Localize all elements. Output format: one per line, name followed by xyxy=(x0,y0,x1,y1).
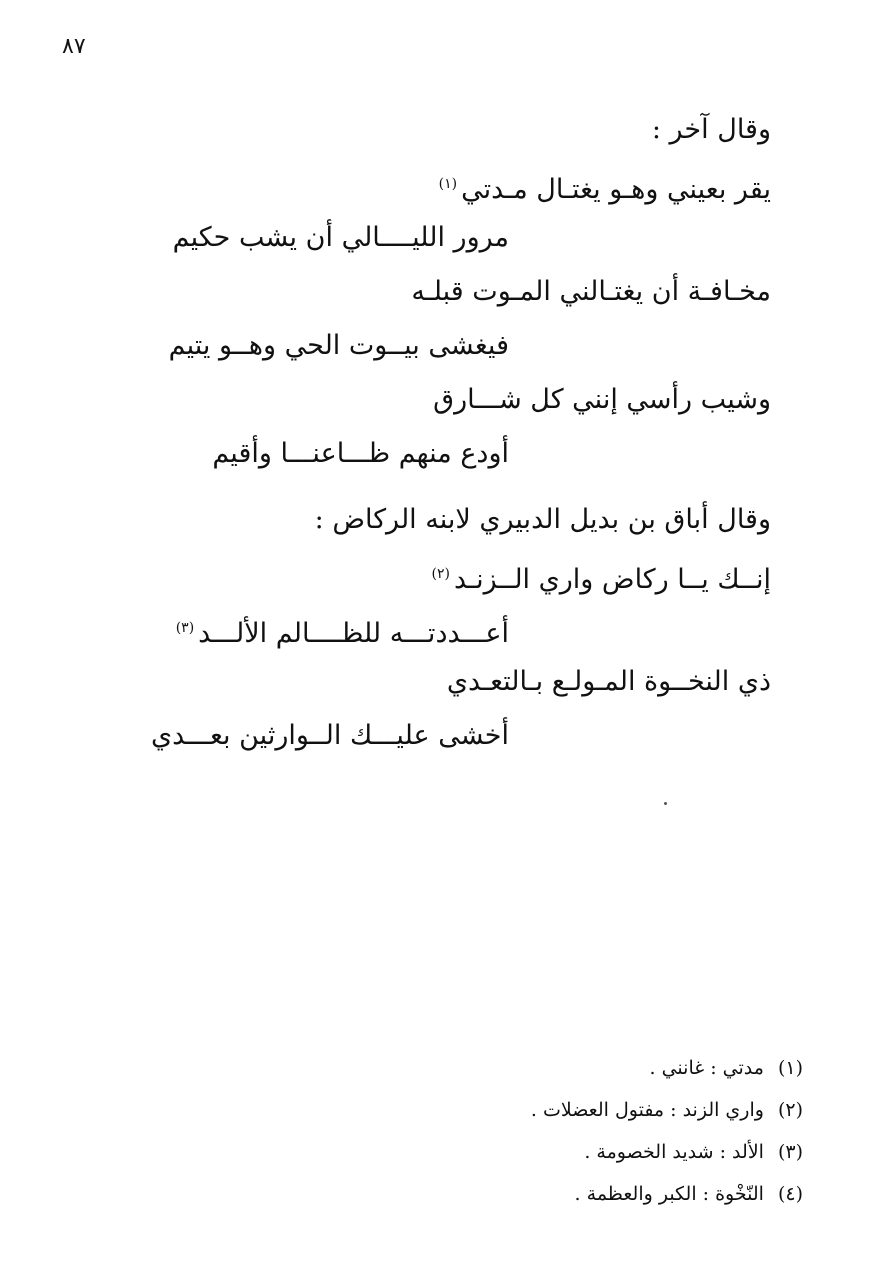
footnote-ref: (٣) xyxy=(175,620,195,636)
verse-line: ذي النخــوة المـولـع بـالتعـدي xyxy=(446,666,771,697)
footnote-text: النّخْوة : الكبر والعظمة . xyxy=(574,1183,764,1205)
footnote-text: مدتي : غانني . xyxy=(649,1057,764,1079)
footnote-number: (٢) xyxy=(777,1099,803,1121)
page-number: ٨٧ xyxy=(62,34,86,59)
verse-line xyxy=(432,556,771,598)
verse-line: مرور الليــــالي أن يشب حكيم xyxy=(172,222,509,253)
verse-line: فيغشى بيــوت الحي وهــو يتيم xyxy=(168,330,509,361)
section2-intro: وقال أباق بن بديل الدبيري لابنه الركاض : xyxy=(314,504,771,535)
verse-line xyxy=(439,166,771,208)
verse-text: أعـــددتـــه للظــــالم الألـــد xyxy=(198,618,509,649)
footnote-text: الألد : شديد الخصومة . xyxy=(584,1141,764,1163)
footnote-ref: (٢) xyxy=(431,566,450,582)
verse-line xyxy=(176,610,509,652)
scan-speck xyxy=(664,802,667,805)
footnote-number: (١) xyxy=(777,1057,803,1079)
footnote xyxy=(650,1054,803,1082)
verse-text: إنــك يــا ركاض واري الــزنـد xyxy=(454,564,771,595)
footnote-number: (٤) xyxy=(777,1183,803,1205)
footnote-number: (٣) xyxy=(777,1141,803,1163)
footnote xyxy=(584,1138,803,1166)
verse-text: يقر بعيني وهـو يغتـال مـدتي xyxy=(461,174,771,205)
section1-intro: وقال آخر : xyxy=(651,114,771,145)
verse-line: مخـافـة أن يغتـالني المـوت قبلـه xyxy=(411,276,771,307)
verse-line: وشيب رأسي إنني كل شـــارق xyxy=(433,384,771,415)
verse-line: أخشى عليـــك الــوارثين بعـــدي xyxy=(150,720,509,751)
footnote xyxy=(575,1180,803,1208)
footnote xyxy=(531,1096,803,1124)
footnote-text: واري الزند : مفتول العضلات . xyxy=(530,1099,764,1121)
verse-line: أودع منهم ظـــاعنـــا وأقيم xyxy=(212,438,509,469)
footnote-ref: (١) xyxy=(438,176,458,192)
